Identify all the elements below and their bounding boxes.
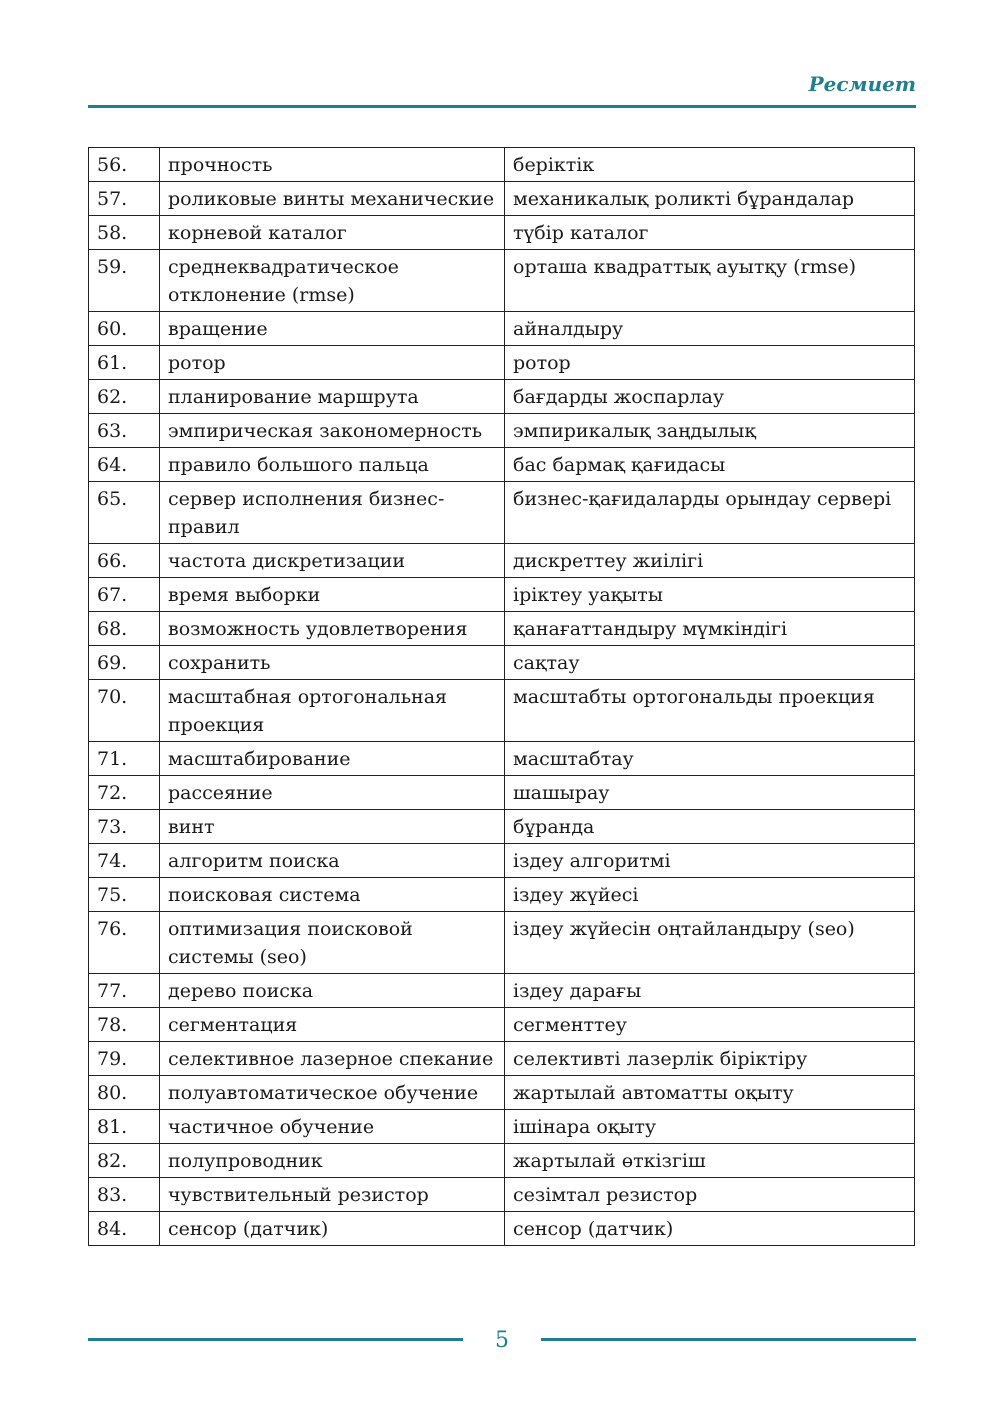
term-number: 60.	[89, 312, 160, 346]
russian-term: поисковая система	[160, 878, 505, 912]
russian-term: ротор	[160, 346, 505, 380]
table-row	[89, 776, 915, 810]
kazakh-term: айналдыру	[505, 312, 915, 346]
table-row	[89, 250, 915, 312]
table-row	[89, 414, 915, 448]
page-number: 5	[495, 1328, 509, 1353]
kazakh-term: шашырау	[505, 776, 915, 810]
kazakh-term: бизнес-қағидаларды орындау сервері	[505, 482, 915, 544]
russian-term: дерево поиска	[160, 974, 505, 1008]
kazakh-term: іріктеу уақыты	[505, 578, 915, 612]
kazakh-term: эмпирикалық заңдылық	[505, 414, 915, 448]
kazakh-term: жартылай өткізгіш	[505, 1144, 915, 1178]
kazakh-term: сегменттеу	[505, 1008, 915, 1042]
table-row	[89, 1076, 915, 1110]
term-number: 84.	[89, 1212, 160, 1246]
russian-term: сервер исполнения бизнес-правил	[160, 482, 505, 544]
glossary-table-body	[89, 148, 915, 1246]
term-number: 70.	[89, 680, 160, 742]
term-number: 59.	[89, 250, 160, 312]
russian-term: масштабная ортогональная проекция	[160, 680, 505, 742]
header-rule	[88, 105, 916, 108]
table-row	[89, 346, 915, 380]
russian-term: время выборки	[160, 578, 505, 612]
kazakh-term: беріктік	[505, 148, 915, 182]
term-number: 69.	[89, 646, 160, 680]
kazakh-term: ротор	[505, 346, 915, 380]
table-row	[89, 1042, 915, 1076]
footer-rule-right	[541, 1338, 916, 1341]
kazakh-term: масштабтау	[505, 742, 915, 776]
kazakh-term: іздеу дарағы	[505, 974, 915, 1008]
term-number: 64.	[89, 448, 160, 482]
russian-term: прочность	[160, 148, 505, 182]
kazakh-term: сақтау	[505, 646, 915, 680]
table-row	[89, 878, 915, 912]
russian-term: сегментация	[160, 1008, 505, 1042]
table-row	[89, 912, 915, 974]
russian-term: планирование маршрута	[160, 380, 505, 414]
term-number: 78.	[89, 1008, 160, 1042]
russian-term: роликовые винты механические	[160, 182, 505, 216]
kazakh-term: сенсор (датчик)	[505, 1212, 915, 1246]
russian-term: масштабирование	[160, 742, 505, 776]
table-row	[89, 810, 915, 844]
term-number: 83.	[89, 1178, 160, 1212]
table-row	[89, 612, 915, 646]
term-number: 57.	[89, 182, 160, 216]
kazakh-term: сезімтал резистор	[505, 1178, 915, 1212]
kazakh-term: іздеу жүйесі	[505, 878, 915, 912]
russian-term: винт	[160, 810, 505, 844]
kazakh-term: орташа квадраттық ауытқу (rmse)	[505, 250, 915, 312]
kazakh-term: бас бармақ қағидасы	[505, 448, 915, 482]
term-number: 73.	[89, 810, 160, 844]
table-row	[89, 148, 915, 182]
table-row	[89, 578, 915, 612]
table-row	[89, 646, 915, 680]
russian-term: сохранить	[160, 646, 505, 680]
kazakh-term: масштабты ортогональды проекция	[505, 680, 915, 742]
term-number: 58.	[89, 216, 160, 250]
term-number: 56.	[89, 148, 160, 182]
term-number: 67.	[89, 578, 160, 612]
table-row	[89, 742, 915, 776]
russian-term: алгоритм поиска	[160, 844, 505, 878]
table-row	[89, 380, 915, 414]
footer-rule-left	[88, 1338, 463, 1341]
table-row	[89, 216, 915, 250]
russian-term: частота дискретизации	[160, 544, 505, 578]
table-row	[89, 974, 915, 1008]
term-number: 65.	[89, 482, 160, 544]
russian-term: полупроводник	[160, 1144, 505, 1178]
term-number: 68.	[89, 612, 160, 646]
table-row	[89, 1144, 915, 1178]
russian-term: оптимизация поисковой системы (seo)	[160, 912, 505, 974]
term-number: 77.	[89, 974, 160, 1008]
kazakh-term: қанағаттандыру мүмкіндігі	[505, 612, 915, 646]
kazakh-term: бұранда	[505, 810, 915, 844]
kazakh-term: бағдарды жоспарлау	[505, 380, 915, 414]
russian-term: сенсор (датчик)	[160, 1212, 505, 1246]
table-row	[89, 544, 915, 578]
russian-term: селективное лазерное спекание	[160, 1042, 505, 1076]
table-row	[89, 312, 915, 346]
table-row	[89, 1008, 915, 1042]
russian-term: корневой каталог	[160, 216, 505, 250]
term-number: 79.	[89, 1042, 160, 1076]
table-row	[89, 1110, 915, 1144]
term-number: 75.	[89, 878, 160, 912]
term-number: 61.	[89, 346, 160, 380]
table-row	[89, 1178, 915, 1212]
kazakh-term: жартылай автоматты оқыту	[505, 1076, 915, 1110]
term-number: 72.	[89, 776, 160, 810]
table-row	[89, 182, 915, 216]
table-row	[89, 448, 915, 482]
russian-term: правило большого пальца	[160, 448, 505, 482]
term-number: 74.	[89, 844, 160, 878]
table-row	[89, 482, 915, 544]
table-row	[89, 844, 915, 878]
kazakh-term: ішінара оқыту	[505, 1110, 915, 1144]
russian-term: частичное обучение	[160, 1110, 505, 1144]
glossary-table	[88, 147, 915, 1246]
term-number: 76.	[89, 912, 160, 974]
table-row	[89, 680, 915, 742]
russian-term: возможность удовлетворения	[160, 612, 505, 646]
term-number: 82.	[89, 1144, 160, 1178]
kazakh-term: түбір каталог	[505, 216, 915, 250]
term-number: 66.	[89, 544, 160, 578]
russian-term: чувствительный резистор	[160, 1178, 505, 1212]
russian-term: вращение	[160, 312, 505, 346]
russian-term: эмпирическая закономерность	[160, 414, 505, 448]
term-number: 71.	[89, 742, 160, 776]
kazakh-term: механикалық роликті бұрандалар	[505, 182, 915, 216]
kazakh-term: селективті лазерлік біріктіру	[505, 1042, 915, 1076]
running-header-title: Ресмиет	[808, 72, 916, 96]
kazakh-term: дискреттеу жиілігі	[505, 544, 915, 578]
russian-term: среднеквадратическое отклонение (rmse)	[160, 250, 505, 312]
table-row	[89, 1212, 915, 1246]
kazakh-term: іздеу алгоритмі	[505, 844, 915, 878]
term-number: 62.	[89, 380, 160, 414]
term-number: 81.	[89, 1110, 160, 1144]
term-number: 80.	[89, 1076, 160, 1110]
russian-term: полуавтоматическое обучение	[160, 1076, 505, 1110]
russian-term: рассеяние	[160, 776, 505, 810]
kazakh-term: іздеу жүйесін оңтайландыру (seo)	[505, 912, 915, 974]
term-number: 63.	[89, 414, 160, 448]
